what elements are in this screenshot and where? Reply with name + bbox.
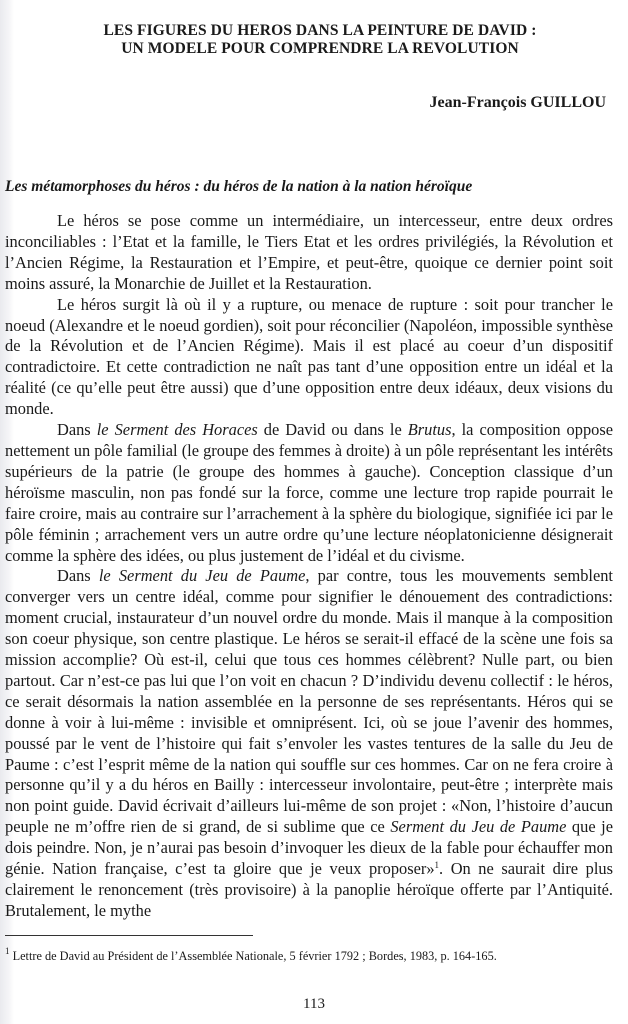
painting-title-horaces: le Serment des Horaces (96, 420, 258, 440)
article-title-line-1: LES FIGURES DU HEROS DANS LA PEINTURE DE DAVID : (103, 22, 537, 39)
author-name: Jean-François GUILLOU (429, 94, 606, 111)
paragraph-3 (5, 420, 613, 566)
painting-title-jeu-de-paume: le Serment du Jeu de Paume (98, 566, 306, 586)
footnote (5, 948, 615, 964)
body-text (5, 211, 613, 922)
paragraph-3-text: de David ou dans le (257, 420, 408, 440)
page-number: 113 (303, 996, 325, 1012)
painting-title-jeu-de-paume-quote: Serment du Jeu de Paume (390, 817, 567, 837)
paragraph-4-text: que je dois peindre. Non, je n’aurai pas besoin d’invoquer les dieux de la fable pour échauffer mon génie. Nation française, c’est ta gloire que je veux proposer» (5, 817, 613, 879)
paragraph-4 (5, 566, 613, 921)
paragraph-4-text: Dans (57, 566, 99, 586)
paragraph-1: Le héros se pose comme un intermédiaire, un intercesseur, entre deux ordres inconciliables : l’Etat et la famille, le Tiers Etat et les ordres privilégiés, la Révolution et l’Ancien Régime, la Restauration et l’Empire, et peut-être, quoique ce dernier point soit moins assuré, la Monarchie de Juillet et la Restauration. (5, 211, 613, 293)
paragraph-4-text: , par contre, tous les mouvements semblent converger vers un centre idéal, comme pour signifier le dénouement des contradictions: moment crucial, instaurateur d’un nouvel ordre du monde. Mais il manque à la composition son coeur physique, son centre plastique. Le héros se serait-il effacé de la scène une fois sa mission accomplie? Où est-il, celui que tous ces hommes célèbrent? Nulle part, ou bien partout. Car n’est-ce pas lui que l’on voit en chacun ? D’individu devenu collectif : le héros, ce serait désormais la nation assemblée en la personne de ses représentants. Héros qui se donne à voir à lui-même : invisible et omniprésent. Ici, où se joue l’avenir des hommes, poussé par le vent de l’histoire qui fait s’envoler les vastes tentures de la salle du Jeu de Paume : c’est l’esprit même de la nation qui souffle sur ces hommes. Car on ne fera croire à personne qu’il y a du héros en Bailly : intercesseur involontaire, peut-être ; interprète mais non point guide. David écrivait d’ailleurs lui-même de son projet : «Non, l’histoire d’aucun peuple ne m’offre rien de si grand, de si sublime que ce (5, 566, 613, 837)
footnote-divider (5, 935, 253, 936)
article-title-line-2: UN MODELE POUR COMPRENDRE LA REVOLUTION (121, 40, 519, 57)
paragraph-4-text: . On ne saurait dire plus clairement le renoncement (très provisoire) à la panoplie héroïque offerte par l’Antiquité. Brutalement, le mythe (5, 859, 613, 920)
paragraph-3-text: , la composition oppose nettement un pôle familial (le groupe des femmes à droite) à un pôle représentant les intérêts supérieurs de la patrie (le groupe des hommes à gauche). Conception classique d’un héroïsme masculin, non pas fondé sur la force, comme une lecture trop rapide pourrait le faire croire, mais au contraire sur l’arrachement à la sphère du biologique, signifiée ici par le pôle féminin ; arrachement vers un autre ordre qu’une lecture néoplatonicienne désignerait comme la sphère des idées, ou plus justement de l’idéal et du civisme. (5, 420, 613, 565)
paragraph-2: Le héros surgit là où il y a rupture, ou menace de rupture : soit pour trancher le noeud (Alexandre et le noeud gordien), soit pour réconcilier (Napoléon, impossible synthèse de la Révolution et de l’Ancien Régime). Mais il est placé au coeur d’un dispositif contradictoire. Et cette contradiction ne naît pas tant d’une opposition entre un idéal et la réalité (ce qu’elle peut être aussi) que d’une opposition entre deux idéaux, deux visions du monde. (5, 294, 613, 419)
footnote-number: 1 (5, 946, 10, 956)
section-heading: Les métamorphoses du héros : du héros de la nation à la nation héroïque (5, 178, 473, 195)
paragraph-3-text: Dans (57, 420, 97, 440)
article-title (40, 22, 600, 58)
footnote-text: Lettre de David au Président de l’Assemblée Nationale, 5 février 1792 ; Bordes, 1983, p. 164-165. (9, 949, 497, 963)
footnote-reference[interactable]: 1 (434, 860, 440, 871)
painting-title-brutus: Brutus (407, 420, 452, 440)
